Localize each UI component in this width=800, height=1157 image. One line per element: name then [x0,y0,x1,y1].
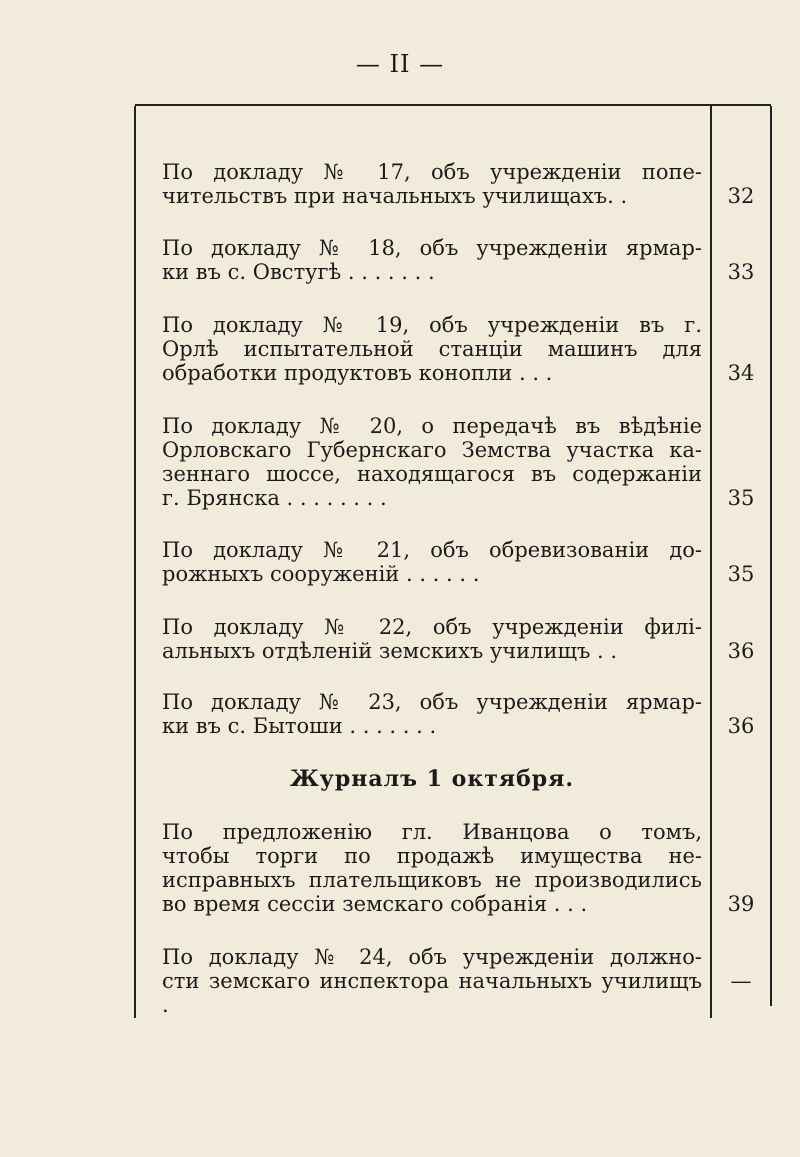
top-rule [135,104,771,106]
entry-line: во время сессіи земскаго собранія . . . [162,892,588,916]
entry-line: рожныхъ сооруженій . . . . . . [162,562,480,586]
entry-page: — [730,969,752,993]
toc-entry [162,945,702,1017]
page-number: — II — [355,50,445,78]
entry-line: чтобы торги по продажѣ имущества не- [162,844,702,868]
entry-line: По предложенію гл. Иванцова о томъ, [162,820,702,844]
entry-line: По докладу № 22, объ учрежденіи филі- [162,615,702,639]
toc-entry [162,313,702,385]
entry-line: По докладу № 19, объ учрежденіи въ г. [162,313,702,337]
toc-entry [162,160,702,208]
left-column-rule [134,106,136,1018]
toc-entry [162,414,702,510]
entry-line: По докладу № 18, объ учрежденіи ярмар- [162,236,702,260]
toc-entry [162,615,702,663]
entry-page: 35 [727,562,755,586]
entry-page: 34 [727,361,755,385]
entry-line: ки въ с. Бытоши . . . . . . . [162,714,437,738]
entry-line: обработки продуктовъ конопли . . . [162,361,553,385]
entry-line: ки въ с. Овстугѣ . . . . . . . [162,260,435,284]
toc-entry [162,690,702,738]
right-column-rule [770,106,772,1006]
entry-line: Орлѣ испытательной станціи машинъ для [162,337,702,361]
entry-page: 33 [727,260,755,284]
entry-line: чительствъ при начальныхъ училищахъ. . [162,184,628,208]
entry-line: По докладу № 23, объ учрежденіи ярмар- [162,690,702,714]
entry-page: 32 [727,184,755,208]
entry-line: сти земскаго инспектора начальныхъ училищъ . [162,969,702,1017]
entry-page: 35 [727,486,755,510]
entry-line: г. Брянска . . . . . . . . [162,486,387,510]
entry-page: 36 [727,639,755,663]
entry-line: По докладу № 21, объ обревизованіи до- [162,538,702,562]
entry-line: зеннаго шоссе, находящагося въ содержаніи [162,462,702,486]
toc-entry [162,236,702,284]
entry-line: По докладу № 24, объ учрежденіи должно- [162,945,702,969]
section-heading: Журналъ 1 октября. [289,766,575,792]
toc-entry [162,538,702,586]
entry-page: 36 [727,714,755,738]
entry-line: Орловскаго Губернскаго Земства участка ка- [162,438,702,462]
entry-line: альныхъ отдѣленій земскихъ училищъ . . [162,639,618,663]
entry-line: исправныхъ плательщиковъ не производились [162,868,702,892]
entry-line: По докладу № 17, объ учрежденіи попе- [162,160,702,184]
toc-entry [162,820,702,916]
entry-line: По докладу № 20, о передачѣ въ вѣдѣніе [162,414,702,438]
entry-page: 39 [727,892,755,916]
